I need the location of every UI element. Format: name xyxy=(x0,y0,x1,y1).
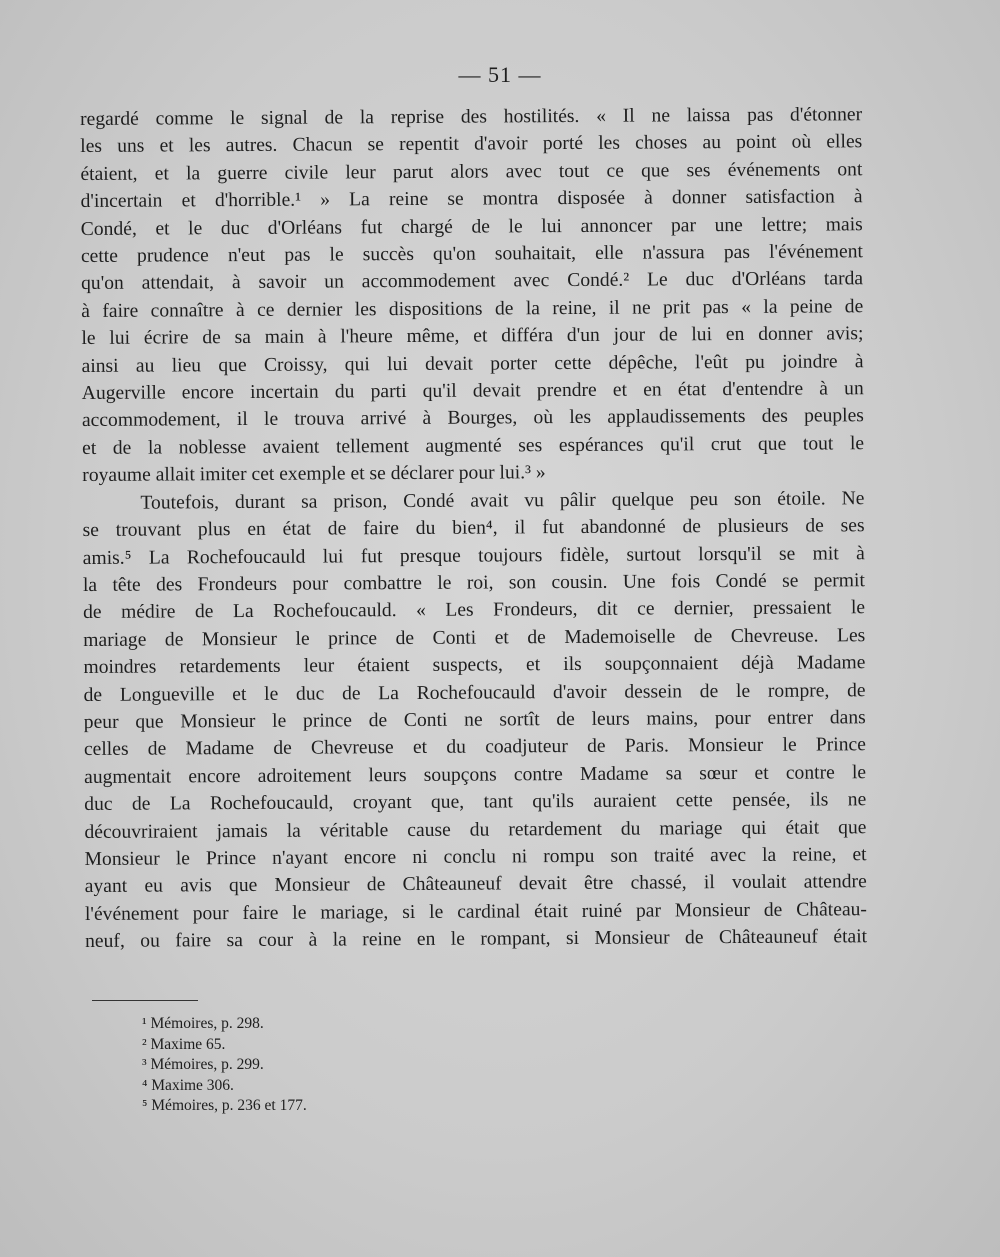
footnotes xyxy=(142,1014,307,1117)
text-line: accommodement, il le trouva arrivé à Bourges, où les applaudissements des peuples xyxy=(81,405,864,432)
text-line: à faire connaître à ce dernier les dispositions de la reine, il ne prit pas « la peine de xyxy=(81,296,864,322)
text-line: se trouvant plus en état de faire du bien⁴, il fut abandonné de plusieurs de ses xyxy=(82,515,865,542)
text-line: cette prudence n'eut pas le succès qu'on souhaitait, elle n'assura pas l'événement xyxy=(80,241,863,268)
text-line: regardé comme le signal de la reprise des hostilités. « Il ne laissa pas d'étonner xyxy=(80,104,863,130)
text-line: augmentait encore adroitement leurs soupçons contre Madame sa sœur et contre le xyxy=(84,761,867,788)
footnote: ⁴ Maxime 306. xyxy=(142,1076,234,1094)
text-line: les uns et les autres. Chacun se repentit d'avoir porté les choses au point où elles xyxy=(80,131,863,158)
text-line: Monsieur le Prince n'ayant encore ni conclu ni rompu son traité avec la reine, et xyxy=(84,844,867,870)
text-line: l'événement pour faire le mariage, si le cardinal était ruiné par Monsieur de Château- xyxy=(84,898,867,925)
text-line: découvriraient jamais la véritable cause du retardement du mariage qui était que xyxy=(84,816,867,843)
text-line: amis.⁵ La Rochefoucauld lui fut presque toujours fidèle, surtout lorsqu'il se mit à xyxy=(82,542,865,569)
text-line: qu'on attendait, à savoir un accommodement avec Condé.² Le duc d'Orléans tarda xyxy=(81,268,864,295)
text-line: mariage de Monsieur le prince de Conti et de Mademoiselle de Chevreuse. Les xyxy=(83,624,866,651)
footnote-separator xyxy=(92,1000,198,1001)
text-line: celles de Madame de Chevreuse et du coadjuteur de Paris. Monsieur le Prince xyxy=(83,734,866,761)
text-line: Condé, et le duc d'Orléans fut chargé de le lui annoncer par une lettre; mais xyxy=(80,213,863,240)
text-line: ayant eu avis que Monsieur de Châteauneuf devait être chassé, il voulait attendre xyxy=(84,871,867,898)
text-line: et de la noblesse avaient tellement augmenté ses espérances qu'il crut que tout le xyxy=(82,433,865,459)
footnote: ⁵ Mémoires, p. 236 et 177. xyxy=(142,1097,307,1115)
text-line: le lui écrire de sa main à l'heure même, et différa d'un jour de lui en donner avis; xyxy=(81,323,864,350)
text-line: neuf, ou faire sa cour à la reine en le rompant, si Monsieur de Châteauneuf était xyxy=(85,926,868,953)
footnote: ¹ Mémoires, p. 298. xyxy=(142,1015,264,1032)
text-line: la tête des Frondeurs pour combattre le roi, son cousin. Une fois Condé se permit xyxy=(82,570,865,596)
text-line: ainsi au lieu que Croissy, qui lui devait porter cette dépêche, l'eût pu joindre à xyxy=(81,350,864,377)
footnote: ² Maxime 65. xyxy=(142,1035,226,1053)
footnote: ³ Mémoires, p. 299. xyxy=(142,1056,264,1074)
body-text xyxy=(80,101,867,955)
text-line: duc de La Rochefoucauld, croyant que, tant qu'ils auraient cette pensée, ils ne xyxy=(84,789,867,816)
page-number: — 51 — xyxy=(458,62,542,87)
text-line: peur que Monsieur le prince de Conti ne sortît de leurs mains, pour entrer dans xyxy=(83,707,866,733)
text-line: de médire de La Rochefoucauld. « Les Frondeurs, dit ce dernier, pressaient le xyxy=(83,597,866,624)
text-line: moindres retardements leur étaient suspects, et ils soupçonnaient déjà Madame xyxy=(83,652,866,679)
text-line: royaume allait imiter cet exemple et se déclarer pour lui.³ » xyxy=(82,462,546,487)
text-line: Augerville encore incertain du parti qu'il devait prendre et en état d'entendre à un xyxy=(81,378,864,405)
text-line: étaient, et la guerre civile leur parut alors avec tout ce que ses événements ont xyxy=(80,159,863,185)
text-line: d'incertain et d'horrible.¹ » La reine se montra disposée à donner satisfaction à xyxy=(80,186,863,213)
text-line: de Longueville et le duc de La Rochefoucauld d'avoir dessein de le rompre, de xyxy=(83,679,866,706)
text-line: Toutefois, durant sa prison, Condé avait vu pâlir quelque peu son étoile. Ne xyxy=(140,487,865,514)
